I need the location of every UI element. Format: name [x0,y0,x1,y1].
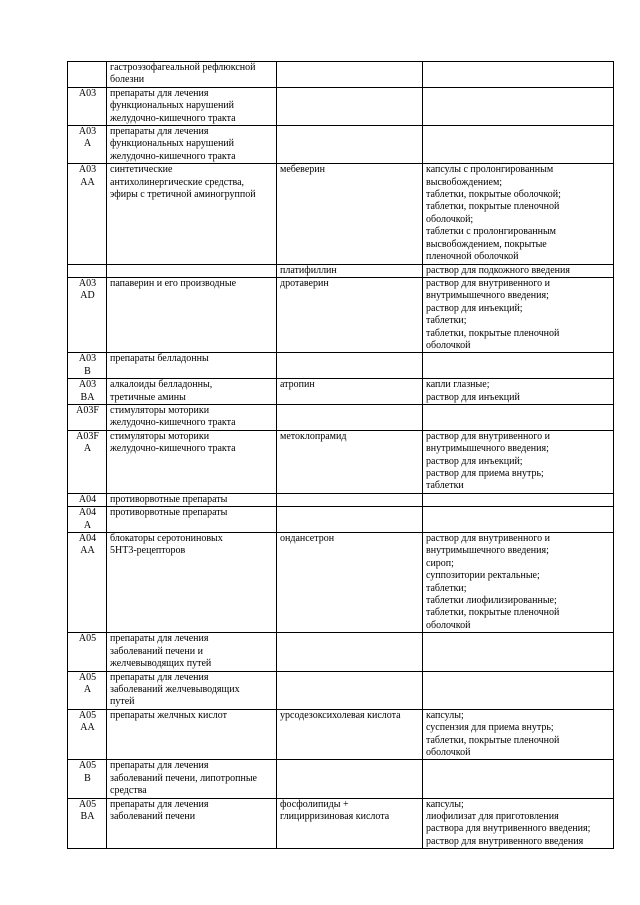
atc-code-cell [68,493,107,506]
dosage-form-cell [423,87,614,125]
pharmacological-group-cell [107,264,277,277]
dosage-form-cell [423,633,614,671]
pharmacological-group-text: препараты для лечения [110,798,209,810]
atc-code-text: A05 [78,798,97,810]
dosage-form-text: раствор для внутривенного и [426,430,551,442]
pharmacological-group-text: стимуляторы моторики [110,430,210,442]
pharmacological-group-text: противорвотные препараты [110,493,228,505]
atc-code-text: A [83,443,92,455]
table-body [68,62,614,849]
pharmacological-group-text: желудочно-кишечного тракта [110,417,236,429]
dosage-form-text: суспензия для приема внутрь; [426,722,554,734]
atc-code-text: A05 [78,633,97,645]
pharmacological-group-text: заболеваний желчевыводящих [110,683,240,695]
table-row [68,507,614,533]
dosage-form-text: внутримышечного введения; [426,443,549,455]
pharmacological-group-cell [107,633,277,671]
pharmacological-group-text: 5HT3-рецепторов [110,545,186,557]
atc-code-cell [68,533,107,633]
drug-classification-table [67,61,614,849]
pharmacological-group-text: заболеваний печени, липотропные [110,772,257,784]
drug-name-text: мебеверин [280,164,325,176]
atc-code-text: A03 [78,126,97,138]
pharmacological-group-text: функциональных нарушений [110,100,234,112]
drug-name-text: платифиллин [280,264,337,276]
pharmacological-group-text: препараты для лечения [110,671,209,683]
atc-code-text: BA [80,391,95,403]
pharmacological-group-text: желудочно-кишечного тракта [110,112,236,124]
table-row [68,126,614,164]
table-row [68,533,614,633]
table-row [68,671,614,709]
dosage-form-text: таблетки с пролонгированным [426,226,557,238]
pharmacological-group-text: заболеваний печени [110,810,196,822]
dosage-form-text: капли глазные; [426,379,490,391]
drug-name-text: атропин [280,379,315,391]
dosage-form-text: таблетки, покрытые пленочной [426,327,560,339]
dosage-form-cell [423,264,614,277]
pharmacological-group-text: желудочно-кишечного тракта [110,150,236,162]
drug-name-cell [277,507,423,533]
atc-code-text: AA [80,722,95,734]
dosage-form-text: раствор для приема внутрь; [426,468,544,479]
atc-code-cell [68,404,107,430]
atc-code-cell [68,798,107,849]
dosage-form-cell [423,430,614,493]
table-row [68,264,614,277]
pharmacological-group-text: третичные амины [110,391,186,403]
atc-code-text: A [83,519,92,531]
atc-code-text: AD [80,290,95,302]
atc-code-text: A03 [78,379,97,391]
atc-code-cell [68,277,107,352]
dosage-form-cell [423,493,614,506]
pharmacological-group-text: препараты для лечения [110,760,209,772]
atc-code-cell [68,379,107,405]
table-row [68,493,614,506]
atc-code-text: A03 [78,277,97,289]
table-row [68,87,614,125]
pharmacological-group-text: средства [110,785,147,797]
dosage-form-text: суппозитории ректальные; [426,570,540,582]
drug-name-cell [277,404,423,430]
drug-name-cell [277,264,423,277]
drug-name-cell [277,277,423,352]
pharmacological-group-text: блокаторы серотониновых [110,533,223,545]
pharmacological-group-text: болезни [110,74,145,86]
dosage-form-text: оболочкой [426,619,471,631]
dosage-form-text: оболочкой [426,339,471,351]
atc-code-text: A05 [78,671,97,683]
atc-code-cell [68,126,107,164]
dosage-form-text: таблетки, покрытые пленочной [426,607,560,619]
atc-code-cell [68,62,107,88]
pharmacological-group-cell [107,760,277,798]
atc-code-cell [68,264,107,277]
atc-code-text: AA [80,545,95,557]
drug-name-cell [277,164,423,264]
drug-name-text: фосфолипиды + [280,798,349,810]
table-row [68,798,614,849]
pharmacological-group-text: противорвотные препараты [110,507,228,519]
pharmacological-group-text: эфиры с третичной аминогруппой [110,189,256,201]
pharmacological-group-text: препараты для лечения [110,633,209,645]
pharmacological-group-text: гастроэзофагеальной рефлюксной [110,62,256,73]
table-row [68,633,614,671]
atc-code-text: A03 [78,353,97,365]
drug-name-text: метоклопрамид [280,430,347,442]
dosage-form-cell [423,533,614,633]
pharmacological-group-text: алкалоиды белладонны, [110,379,213,391]
atc-code-cell [68,87,107,125]
dosage-form-text: таблетки [426,480,464,492]
atc-code-text: A05 [78,760,97,772]
pharmacological-group-cell [107,164,277,264]
dosage-form-text: таблетки, покрытые пленочной [426,201,560,213]
table-row [68,277,614,352]
dosage-form-text: раствор для инъекций; [426,302,523,314]
dosage-form-text: оболочкой; [426,213,474,225]
pharmacological-group-cell [107,533,277,633]
atc-code-text: A [83,683,92,695]
pharmacological-group-text: желудочно-кишечного тракта [110,443,236,455]
pharmacological-group-text: путей [110,696,135,708]
dosage-form-text: капсулы; [426,798,464,810]
dosage-form-text: таблетки, покрытые оболочкой; [426,189,561,201]
table-row [68,404,614,430]
drug-name-cell [277,430,423,493]
dosage-form-text: лиофилизат для приготовления [426,810,559,822]
table-row [68,164,614,264]
drug-name-cell [277,379,423,405]
dosage-form-cell [423,798,614,849]
dosage-form-cell [423,507,614,533]
pharmacological-group-cell [107,353,277,379]
drug-name-cell [277,709,423,760]
drug-name-cell [277,87,423,125]
pharmacological-group-cell [107,671,277,709]
dosage-form-cell [423,164,614,264]
dosage-form-text: раствор для внутривенного введения [426,835,584,847]
table-row [68,709,614,760]
drug-name-cell [277,633,423,671]
atc-code-cell [68,709,107,760]
atc-code-text: A03 [78,87,97,99]
pharmacological-group-text: стимуляторы моторики [110,404,210,416]
pharmacological-group-text: папаверин и его производные [110,277,237,289]
dosage-form-cell [423,62,614,88]
dosage-form-cell [423,126,614,164]
atc-code-text: A05 [78,709,97,721]
dosage-form-cell [423,671,614,709]
atc-code-text: A03 [78,164,97,176]
pharmacological-group-cell [107,404,277,430]
dosage-form-text: сироп; [426,557,454,569]
pharmacological-group-cell [107,379,277,405]
dosage-form-cell [423,760,614,798]
dosage-form-cell [423,709,614,760]
pharmacological-group-text: препараты желчных кислот [110,709,228,721]
table-row [68,379,614,405]
pharmacological-group-text: антихолинергические средства, [110,176,245,188]
pharmacological-group-cell [107,430,277,493]
pharmacological-group-text: заболеваний печени и [110,645,203,657]
atc-code-cell [68,507,107,533]
drug-name-text: дротаверин [280,277,329,289]
dosage-form-text: оболочкой [426,746,471,758]
pharmacological-group-cell [107,709,277,760]
drug-name-cell [277,798,423,849]
pharmacological-group-cell [107,126,277,164]
drug-name-text: глицирризиновая кислота [280,810,390,822]
pharmacological-group-cell [107,62,277,88]
table-row [68,62,614,88]
dosage-form-text: таблетки; [426,315,467,327]
dosage-form-text: раствора для внутривенного введения; [426,823,591,835]
pharmacological-group-cell [107,493,277,506]
dosage-form-text: капсулы; [426,709,464,721]
dosage-form-text: пленочной оболочкой [426,251,519,263]
drug-name-cell [277,62,423,88]
drug-name-cell [277,493,423,506]
dosage-form-text: внутримышечного введения; [426,290,549,302]
dosage-form-text: капсулы с пролонгированным [426,164,554,176]
pharmacological-group-cell [107,87,277,125]
pharmacological-group-text: синтетические [110,164,173,176]
drug-name-cell [277,126,423,164]
drug-name-cell [277,533,423,633]
document-page [67,61,613,849]
atc-code-cell [68,430,107,493]
table-row [68,760,614,798]
pharmacological-group-cell [107,277,277,352]
pharmacological-group-cell [107,507,277,533]
table-row [68,430,614,493]
atc-code-text: A04 [78,533,97,545]
atc-code-cell [68,760,107,798]
dosage-form-text: раствор для внутривенного и [426,277,551,289]
dosage-form-cell [423,277,614,352]
atc-code-text: B [84,365,91,377]
atc-code-text: A04 [78,507,97,519]
atc-code-text: A03F [76,404,99,416]
atc-code-text: A04 [78,493,97,505]
drug-name-cell [277,353,423,379]
dosage-form-text: таблетки, покрытые пленочной [426,734,560,746]
pharmacological-group-cell [107,798,277,849]
atc-code-cell [68,671,107,709]
dosage-form-text: раствор для внутривенного и [426,533,551,545]
atc-code-cell [68,353,107,379]
pharmacological-group-text: функциональных нарушений [110,138,234,150]
dosage-form-text: высвобождением, покрытые [426,238,547,250]
drug-name-text: урсодезоксихолевая кислота [280,709,401,721]
dosage-form-text: внутримышечного введения; [426,545,549,557]
atc-code-text: AA [80,176,95,188]
dosage-form-text: раствор для инъекций; [426,455,523,467]
dosage-form-text: раствор для инъекций [426,391,520,403]
pharmacological-group-text: препараты для лечения [110,87,209,99]
drug-name-text: ондансетрон [280,533,335,545]
drug-name-cell [277,760,423,798]
pharmacological-group-text: препараты белладонны [110,353,209,365]
atc-code-text: BA [80,810,95,822]
drug-name-cell [277,671,423,709]
atc-code-cell [68,633,107,671]
atc-code-text: B [84,772,91,784]
table-row [68,353,614,379]
atc-code-text: A [83,138,92,150]
pharmacological-group-text: препараты для лечения [110,126,209,138]
dosage-form-text: высвобождением; [426,176,503,188]
dosage-form-text: раствор для подкожного введения [426,264,570,276]
atc-code-cell [68,164,107,264]
dosage-form-text: таблетки; [426,582,467,594]
dosage-form-cell [423,353,614,379]
dosage-form-cell [423,379,614,405]
atc-code-text: A03F [76,430,99,442]
pharmacological-group-text: желчевыводящих путей [110,658,212,670]
dosage-form-text: таблетки лиофилизированные; [426,595,557,607]
dosage-form-cell [423,404,614,430]
